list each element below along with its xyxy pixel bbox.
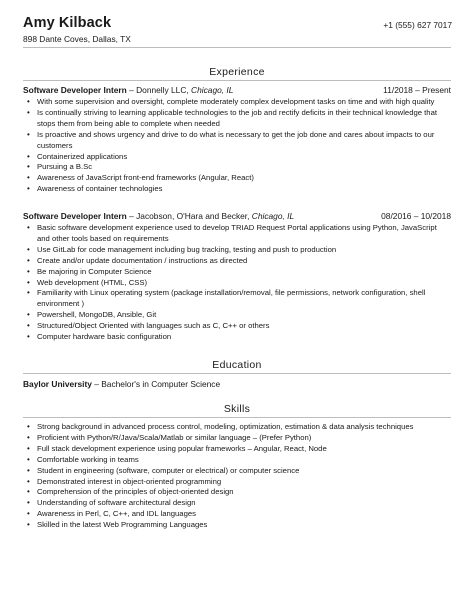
education-heading: Education [212,359,262,371]
list-item: • Demonstrated interest in object-oriented programming [26,477,448,488]
education-separator: – [91,379,102,389]
job-2-dates: 08/2016 – 10/2018 [381,211,451,221]
list-item: • Is proactive and shows urgency and drive to do what is necessary to get the job done and cares about impacts to our customers [26,130,448,152]
list-item: • Powershell, MongoDB, Ansible, Git [26,310,448,321]
list-item: • With some supervision and oversight, complete moderately complex development tasks on time and with high quality [26,97,448,108]
list-item: • Strong background in advanced process control, modeling, optimization, estimation & data analysis techniques [26,422,448,433]
job-2-location: Chicago, IL [251,211,295,221]
job-1-dash: – [126,85,137,95]
list-item: • Familiarity with Linux operating system (package installation/removal, file permissions, network configuration, shell environment ) [26,288,448,310]
list-item: • Pursuing a B.Sc [26,162,448,173]
education-divider [23,373,451,374]
list-item: • Be majoring in Computer Science [26,267,448,278]
list-item: • Awareness in Perl, C, C++, and IDL languages [26,509,448,520]
list-item: • Use GitLab for code management including bug tracking, testing and push to production [26,245,448,256]
list-item: • Student in engineering (software, computer or electrical) or computer science [26,466,448,477]
job-2-dash: – [126,211,137,221]
list-item: • Skilled in the latest Web Programming Languages [26,520,448,531]
list-item: • Comprehension of the principles of object-oriented design [26,487,448,498]
list-item: • Create and/or update documentation / instructions as directed [26,256,448,267]
list-item: • Computer hardware basic configuration [26,332,448,343]
candidate-name: Amy Kilback [23,15,112,31]
list-item: • Proficient with Python/R/Java/Scala/Matlab or similar language – (Prefer Python) [26,433,448,444]
education-entry [23,379,220,389]
list-item: • Web development (HTML, CSS) [26,278,448,289]
degree: Bachelor's in Computer Science [101,379,221,389]
experience-heading: Experience [209,66,265,78]
experience-divider [23,80,451,81]
skills-divider [23,417,451,418]
skills-heading: Skills [223,403,251,415]
job-1-location: Chicago, IL [191,85,234,95]
job-1-bullets [26,97,448,195]
list-item: • Understanding of software architectural design [26,498,448,509]
job-1-company: Donnelly LLC, [136,85,192,95]
list-item: • Basic software development experience used to develop TRIAD Request Portal applications using Python, JavaScript and other tools based on requirements [26,223,448,245]
list-item: • Full stack development experience using popular frameworks – Angular, React, Node [26,444,448,455]
list-item: • Comfortable working in teams [26,455,448,466]
list-item: • Structured/Object Oriented with languages such as C, C++ or others [26,321,448,332]
job-2-title: Software Developer Intern [23,211,127,221]
phone-number: +1 (555) 627 7017 [383,20,452,30]
list-item: • Containerized applications [26,152,448,163]
job-2-header [23,211,451,222]
job-1-dates: 11/2018 – Present [383,85,451,95]
job-1-title: Software Developer Intern [23,85,127,95]
list-item: • Awareness of JavaScript front-end frameworks (Angular, React) [26,173,448,184]
address: 898 Dante Coves, Dallas, TX [23,34,131,44]
job-2-bullets [26,223,448,343]
list-item: • Is continually striving to learning applicable technologies to the job and rectify deficits in their technical knowledge that stops them from being able to complete when needed [26,108,448,130]
job-1-header [23,85,451,96]
list-item: • Awareness of container technologies [26,184,448,195]
job-2-company: Jacobson, O'Hara and Becker, [136,211,252,221]
skills-list [26,422,448,531]
header-divider [23,47,451,48]
school-name: Baylor University [23,379,92,389]
